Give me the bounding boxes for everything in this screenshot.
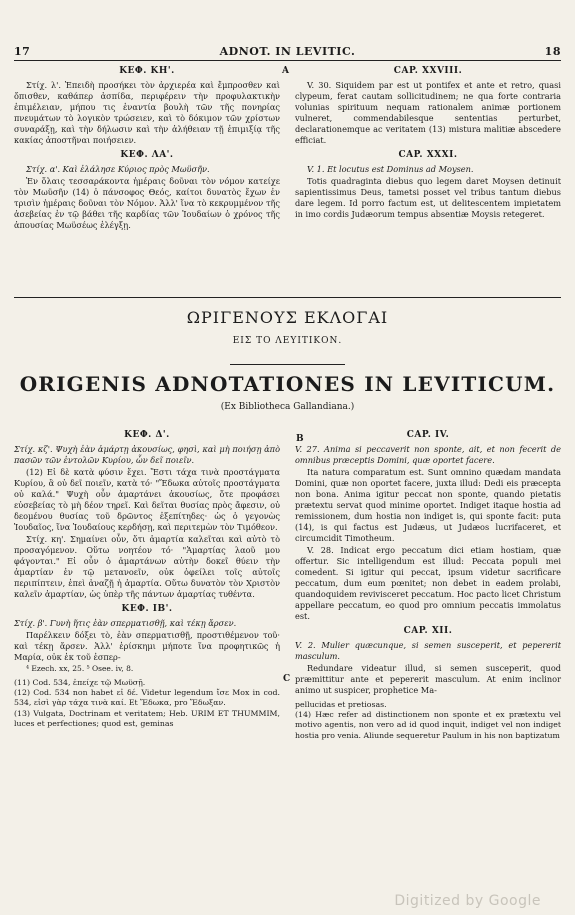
- latin-verse: V. 27. Anima si peccaverit non sponte, ait, et non fecerit de omnibus præceptis Domini, quæ oportet facere.: [295, 444, 561, 465]
- page-number-left: 17: [14, 44, 31, 58]
- greek-paragraph: (12) Εἰ δὲ κατὰ φύσιν ἔχει. Ἔστι τάχα τινὰ προστάγματα Κυρίου, ἃ οὐ δεῖ ποιεῖν, κατὰ τό· "Ἔδωκα αὐτοῖς προστάγματα οὐ καλά." Ψυχὴ οὖν ἁμαρτάνει ἀκουσίως, ὅτε προφάσει εὐσεβείας τὸ μὴ δέον τηρεῖ. Καὶ δεῖται θυσίας πρὸς ἄφεσιν, οὐ δεομένου θυσίας τοῦ δρῶντος ἐξεπίτηδες· ὡς ὁ γεγονὼς Ἰουδαῖος, ἵνα Ἰουδαίους κερδήσῃ, καὶ περιτεμὼν τὸν Τιμόθεον.: [14, 467, 280, 532]
- chapter-heading-4-latin: CAP. IV.: [406, 430, 450, 440]
- greek-paragraph: Παρέλκειν δόξει τὸ, ἐὰν σπερματισθῇ, προστιθέμενον τοῦ· καὶ τέκῃ ἄρσεν. Ἀλλ' ἐρίσκημι μήποτε ἵνα προφητικῶς ἡ Μαρία, οὐκ ἐκ τοῦ ἐσπερ-: [14, 630, 280, 662]
- title-divider: [230, 364, 345, 365]
- scripture-references: ⁴ Ezech. xx, 25. ⁵ Osee. iv, 8.: [26, 664, 134, 673]
- page-number-right: 18: [544, 44, 561, 58]
- latin-verse: V. 2. Mulier quæcunque, si semen susceperit, et pepererit masculum.: [295, 640, 561, 661]
- greek-column-bottom: [14, 428, 280, 741]
- running-title: ADNOT. IN LEVITIC.: [219, 44, 356, 58]
- chapter-heading-31-latin: CAP. XXXI.: [398, 150, 458, 160]
- chapter-heading-12-greek: ΚΕΦ. ΙΒ'.: [121, 604, 173, 614]
- column-marker-a: A: [282, 66, 289, 76]
- latin-subtitle: (Ex Bibliotheca Gallandiana.): [220, 402, 355, 412]
- digitization-watermark: Digitized by Google: [394, 893, 541, 909]
- latin-paragraph: Totis quadraginta diebus quo legem daret Moysen detinuit sapientissimus Deus, tametsi posset vel tribus tantum diebus dare legem. Id porro factum est, ut delitescentem impietatem in imo cordis Judæorum tempus absentiæ Moysis retegeret.: [295, 176, 561, 219]
- section-rule: [14, 297, 561, 298]
- top-section: [14, 64, 561, 232]
- greek-verse: Στίχ. α'. Καὶ ἐλάλησε Κύριος πρὸς Μωϋσῆν.: [26, 164, 210, 174]
- greek-paragraph: Στίχ. κη'. Σημαίνει οὖν, ὅτι ἁμαρτία καλεῖται καὶ αὐτὸ τὸ προσαγόμενον. Οὕτω νοητέον τό· "Ἁμαρτίας λαοῦ μου φάγονται." Εἰ οὖν ὁ ἁμαρτάνων αὐτὴν δοκεῖ θύειν τὴν ἁμαρτίαν ἐν τῷ μετανοεῖν, οὐκ ὀφείλει τοῖς αὐτοῖς περιπίπτειν, ἐπεὶ ἀναζῇ ἡ ἁμαρτία. Οὕτω δυνατὸν τὸν Χριστὸν καλεῖν ἁμαρτίαν, ὡς ὑπὲρ τῆς πάντων ἁμαρτίας τυθέντα.: [14, 534, 280, 599]
- column-marker-b: B: [296, 434, 304, 444]
- greek-verse: Στίχ. κζ'. Ψυχὴ ἐὰν ἁμάρτῃ ἀκουσίως, φησὶ, καὶ μὴ ποιήσῃ ἀπὸ πασῶν τῶν ἐντολῶν Κυρίου, ὧν δεῖ ποιεῖν.: [14, 444, 280, 465]
- latin-title-block: [14, 372, 561, 412]
- latin-column-top: [295, 64, 561, 232]
- greek-paragraph: Στίχ. λ'. Ἐπειδὴ προσήκει τὸν ἀρχιερέα καὶ ἔμπροσθεν καὶ ὄπισθεν, καθάπερ ἀσπίδα, περιφέρειν τὴν προφυλακτικὴν ἐπιμέλειαν, μήπου τις ἐναντία βουλὴ τῶν τῆς πονηρίας πνευμάτων τὸ λογικὸν τρώσειεν, καὶ τὸ δόκιμον τῶν χρίστων συναράξῃ, καὶ τὴν δήλωσιν καὶ τὴν ἀλήθειαν τῇ ἐπιμιξίᾳ τῆς κακίας ἀποστῆναι ποιήσειεν.: [14, 80, 280, 145]
- latin-paragraph: Ita natura comparatum est. Sunt omnino quædam mandata Domini, quæ non oportet facere, juxta illud: Dedi eis præcepta non bona. Anima igitur peccat non sponte, quando pietatis prætextu servat quod minime oportet. Indiget itaque hostia ad remissionem, dum hostia non indiget is, qui sponte facit: puta (14), is qui factus est Judæus, ut Judæos lucrifaceret, et circumcidit Timotheum.: [295, 467, 561, 543]
- latin-column-bottom: [295, 428, 561, 741]
- chapter-heading-4-greek: ΚΕΦ. Δ'.: [124, 430, 170, 440]
- footnote: pellucidas et pretiosas.: [295, 700, 387, 709]
- header-rule: [14, 60, 561, 61]
- greek-paragraph: Ἐν ὅλαις τεσσαράκοντα ἡμέραις δοῦναι τὸν νόμον κατείχε τὸν Μωϋσῆν (14) ὁ πάνσοφος Θεός, καίτοι δυνατὸς ἔχων ἐν τρισὶν ἡμέραις δοῦναι τὸν Νόμον. Ἀλλ' ἵνα τὸ κεκρυμμένον τῆς ἀσεβείας ἐν τῷ βάθει τῆς καρδίας τῶν Ἰουδαίων ὁ χρόνος τῆς ἀπουσίας Μωϋσέως ἐλέγξῃ.: [14, 176, 280, 230]
- running-head: [14, 44, 561, 58]
- chapter-heading-28-latin: CAP. XXVIII.: [393, 66, 463, 76]
- greek-title: ΩΡΙΓΕΝΟΥΣ ΕΚΛΟΓΑΙ: [186, 308, 389, 327]
- footnote: (12) Cod. 534 non habet εἰ δέ. Videtur legendum ἴσε Mox in cod. 534, εἰσὶ γὰρ τάχα τινὰ καί. Et Ἔδωκα, pro Ἔδωξαν.: [14, 688, 280, 708]
- footnote: (11) Cod. 534, ἐπείχε τῷ Μωϋσῇ.: [14, 678, 146, 687]
- greek-subtitle: ΕΙΣ ΤΟ ΛΕΥΙΤΙΚΟΝ.: [232, 336, 343, 346]
- greek-verse: Στίχ. β'. Γυνὴ ἥτις ἐὰν σπερματισθῇ, καὶ τέκῃ ἄρσεν.: [14, 618, 237, 628]
- column-marker-c: C: [283, 674, 291, 684]
- footnotes-left: [14, 678, 280, 729]
- chapter-heading-31-greek: ΚΕΦ. ΛΑ'.: [120, 150, 174, 160]
- footnotes-right: [295, 700, 561, 741]
- footnote: (13) Vulgata, Doctrinam et veritatem; Heb. URIM ET THUMMIM, luces et perfectiones; quod est, geminas: [14, 708, 280, 728]
- greek-column-top: [14, 64, 280, 232]
- latin-paragraph: V. 30. Siquidem par est ut pontifex et ante et retro, quasi clypeum, ferat cautam sollicitudinem; ne qua forte contraria volunias spirituum nequam rationalem animæ portionem vulneret, commendabilesque sententias perturbet, declarationemque ac veritatem (13) mistura malitiæ abscedere efficiat.: [295, 80, 561, 145]
- latin-paragraph: V. 28. Indicat ergo peccatum dici etiam hostiam, quæ offertur. Sic intelligendum est illud: Peccata populi mei comedent. Si igitur qui peccat, ipsum videtur sacrificare peccatum, dum eum pœnitet; non debet in eadem prolabi, quandoquidem revivisceret peccatum. Hoc pacto licet Christum appellare peccatum, eo quod pro omnium peccatis immolatus est.: [295, 545, 561, 621]
- chapter-heading-12-latin: CAP. XII.: [403, 626, 453, 636]
- bottom-section: [14, 428, 561, 741]
- latin-title: ORIGENIS ADNOTATIONES IN LEVITICUM.: [19, 372, 556, 396]
- latin-verse: V. 1. Et locutus est Dominus ad Moysen.: [307, 164, 474, 174]
- greek-title-block: [14, 308, 561, 346]
- footnote: (14) Hæc refer ad distinctionem non sponte et ex prætextu vel motivo agentis, non vero ad id quod inquit, indiget vel non indiget hostia pro venia. Aliunde sequeretur Paulum in his non baptizatum: [295, 710, 561, 740]
- chapter-heading-28-greek: ΚΕΦ. ΚΗ'.: [119, 66, 175, 76]
- latin-paragraph: Redundare videatur illud, si semen susceperit, quod præmittitur ante et pepererit masculum. At enim inclinor animo ut suspicer, prophetice Ma-: [295, 663, 561, 695]
